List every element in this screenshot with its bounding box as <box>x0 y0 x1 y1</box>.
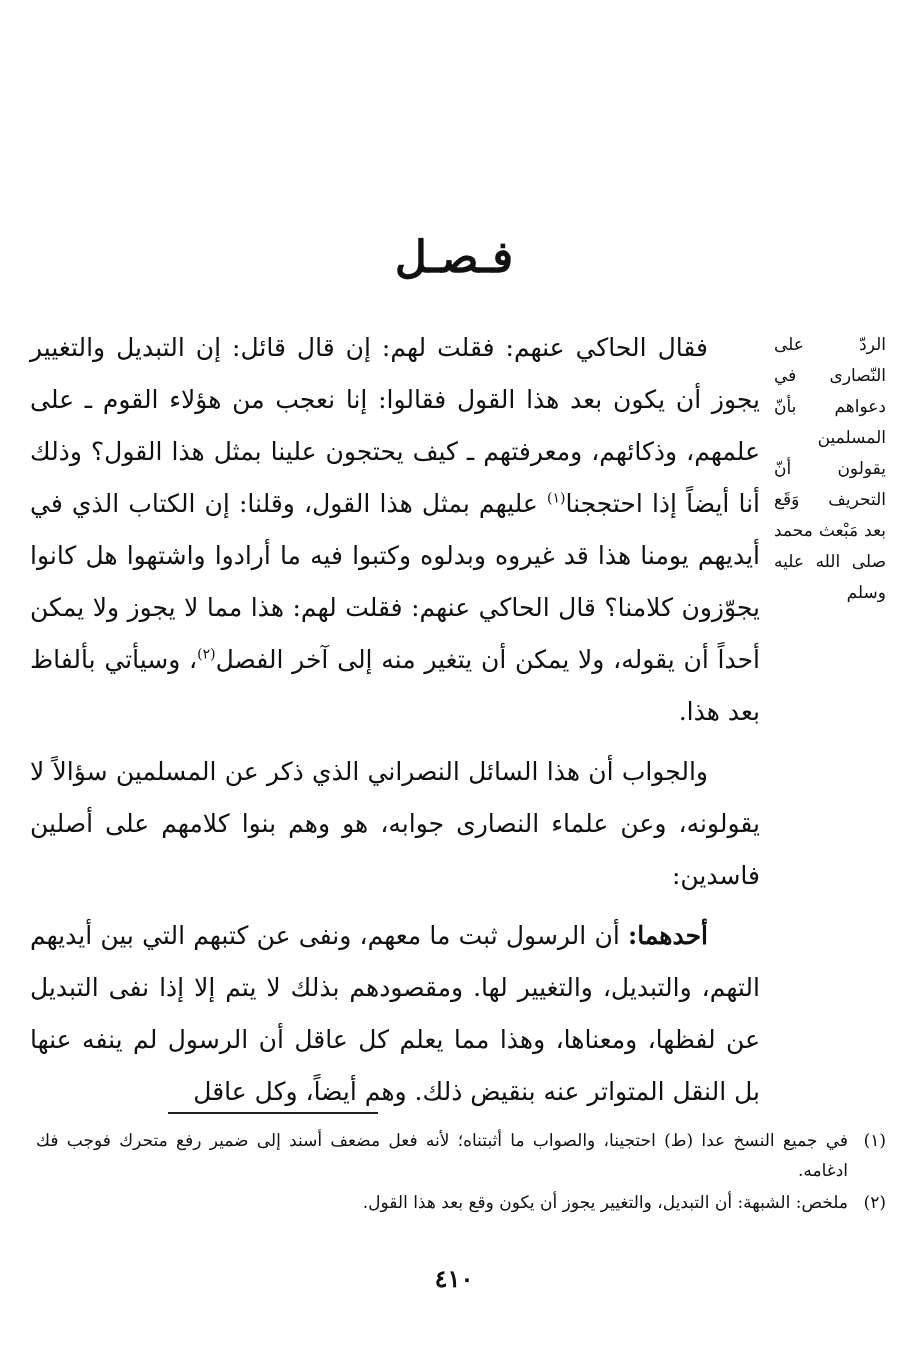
chapter-title: فـصـل <box>394 232 514 283</box>
paragraph-3-text: أن الرسول ثبت ما معهم، ونفى عن كتبهم التي بين أيديهم التهم، والتبديل، والتغيير لها. ومقصودهم بذلك لا يتم إلا إذا نفى التبديل عن لفظها، ومعناها، وهذا مما يعلم كل عاقل أن الرسول لم ينفه عنها بل النقل المتواتر عنه بنقيض ذلك. وهم أيضاً، وكل عاقل <box>30 921 760 1106</box>
footnote-1-text: في جميع النسخ عدا (ط) احتجينا، والصواب ما أثبتناه؛ لأنه فعل مضعف أسند إلى ضمير رفع متحرك فوجب فك ادغامه. <box>36 1131 848 1181</box>
paragraph-1-part-b: عليهم بمثل هذا القول، وقلنا: إن الكتاب الذي في أيديهم يومنا هذا قد غيروه وبدلوه وكتبوا فيه ما أرادوا واشتهوا هل كانوا يجوّزون كلامنا؟ قال الحاكي عنهم: فقلت لهم: هذا مما لا يجوز ولا يمكن أحداً أن يقوله، ولا يمكن أن يتغير منه إلى آخر الفصل <box>30 489 761 674</box>
paragraph-3 <box>30 910 760 1118</box>
paragraph-1-part-a: فقال الحاكي عنهم: فقلت لهم: إن قال قائل: إن التبديل والتغيير يجوز أن يكون بعد هذا القول فقالوا: إنا نعجب من هؤلاء القوم ـ على علمهم، وذكائهم، ومعرفتهم ـ كيف يحتجون علينا بمثل هذا القول؟ وذلك أنا أيضاً إذا احتججنا <box>30 333 761 518</box>
margin-note: الردّ على النّصارى في دعواهم بأنّ المسلمين يقولون أنّ التحريف وَقَع بعد مَبْعث محمد صلى الله عليه وسلم <box>774 335 886 603</box>
footnote-1-number: (١) <box>863 1131 886 1151</box>
paragraph-1 <box>30 322 760 738</box>
paragraph-2: والجواب أن هذا السائل النصراني الذي ذكر عن المسلمين سؤالاً لا يقولونه، وعن علماء النصارى جوابه، هو وهم بنوا كلامهم على أصلين فاسدين: <box>30 757 760 890</box>
footnote-1 <box>36 1126 886 1186</box>
footnotes <box>36 1126 886 1220</box>
footnote-ref-2: (٢) <box>197 646 216 663</box>
footnote-divider <box>168 1112 378 1114</box>
paragraph-3-lead: أحدهما: <box>627 921 708 950</box>
footnote-2-number: (٢) <box>863 1193 886 1213</box>
footnote-2 <box>36 1188 886 1218</box>
footnote-ref-1: (١) <box>546 490 566 507</box>
page-number: ٤١٠ <box>434 1264 474 1293</box>
paragraph-1-part-c: ، وسيأتي بألفاظ بعد هذا. <box>30 645 760 726</box>
footnote-2-text: ملخص: الشبهة: أن التبديل، والتغيير يجوز أن يكون وقع بعد هذا القول. <box>362 1193 848 1213</box>
main-text <box>30 322 760 1126</box>
